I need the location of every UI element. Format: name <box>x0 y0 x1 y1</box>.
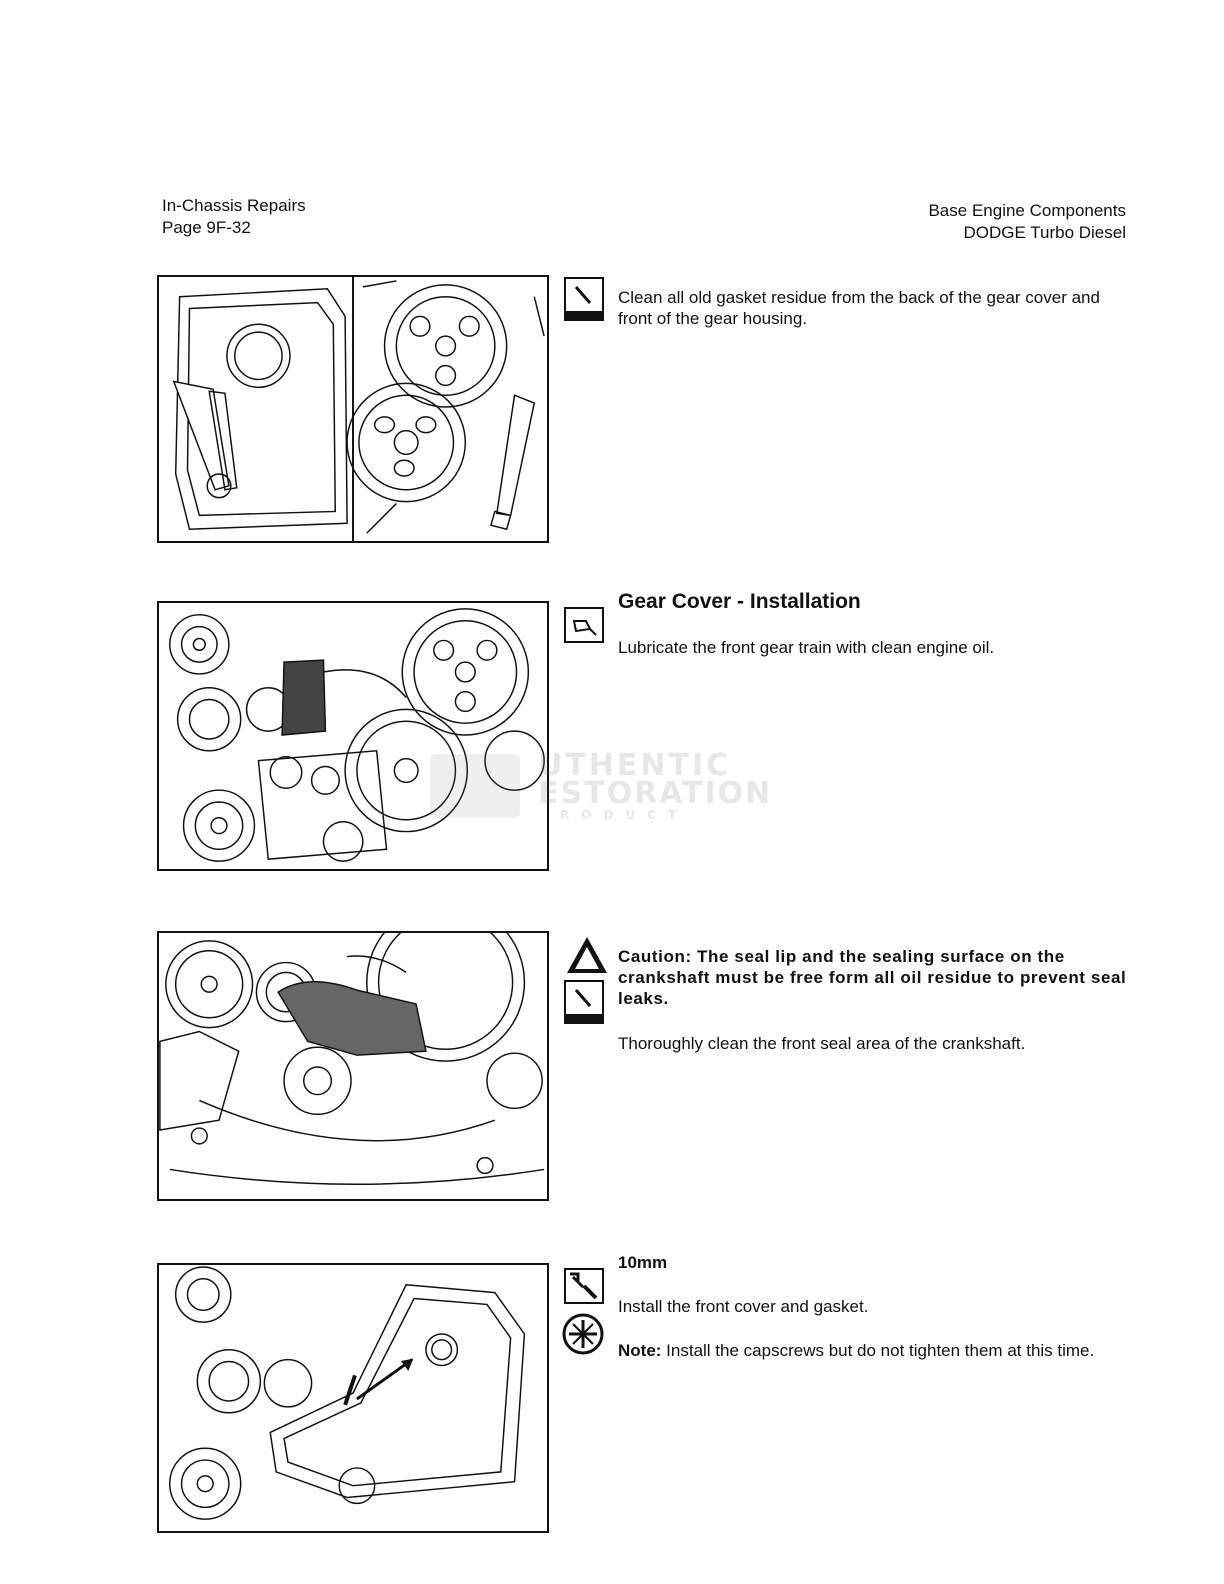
topic-title: Base Engine Components <box>928 201 1126 220</box>
note-label: Note: <box>618 1341 662 1360</box>
note <box>618 1340 1130 1361</box>
clean-icon <box>564 980 604 1016</box>
oil-can-icon <box>564 607 604 643</box>
caution-triangle-icon <box>564 934 610 976</box>
vehicle-title: DODGE Turbo Diesel <box>963 223 1126 242</box>
figure-clean-crankshaft <box>157 931 549 1201</box>
figure-install-front-cover <box>157 1263 549 1533</box>
watermark: UTHENTIC ESTORATION RODUCT <box>430 748 790 828</box>
caution-text: Caution: The seal lip and the sealing surface on the crankshaft must be free form all oil residue to prevent seal leaks. <box>618 947 1127 1008</box>
clean-icon <box>564 277 604 313</box>
tool-size: 10mm <box>618 1253 668 1272</box>
step4-text: Install the front cover and gasket. <box>618 1297 869 1316</box>
step3-text: Thoroughly clean the front seal area of the crankshaft. <box>618 1034 1026 1053</box>
torque-pattern-icon <box>561 1312 605 1356</box>
header-left <box>162 195 306 239</box>
header-right <box>928 200 1126 244</box>
watermark-logo-icon <box>430 754 520 818</box>
wrench-icon <box>564 1268 604 1304</box>
figure-lubricate-gears <box>157 601 549 871</box>
page-number: Page 9F-32 <box>162 218 251 237</box>
step2-text: Lubricate the front gear train with clean engine oil. <box>618 638 995 657</box>
note-text: Install the capscrews but do not tighten them at this time. <box>661 1341 1095 1360</box>
figure-gasket-scraping <box>157 275 549 543</box>
section-heading: Gear Cover - Installation <box>618 590 861 613</box>
step1-text: Clean all old gasket residue from the back of the gear cover and front of the gear housing. <box>618 288 1100 328</box>
section-title: In-Chassis Repairs <box>162 196 306 215</box>
